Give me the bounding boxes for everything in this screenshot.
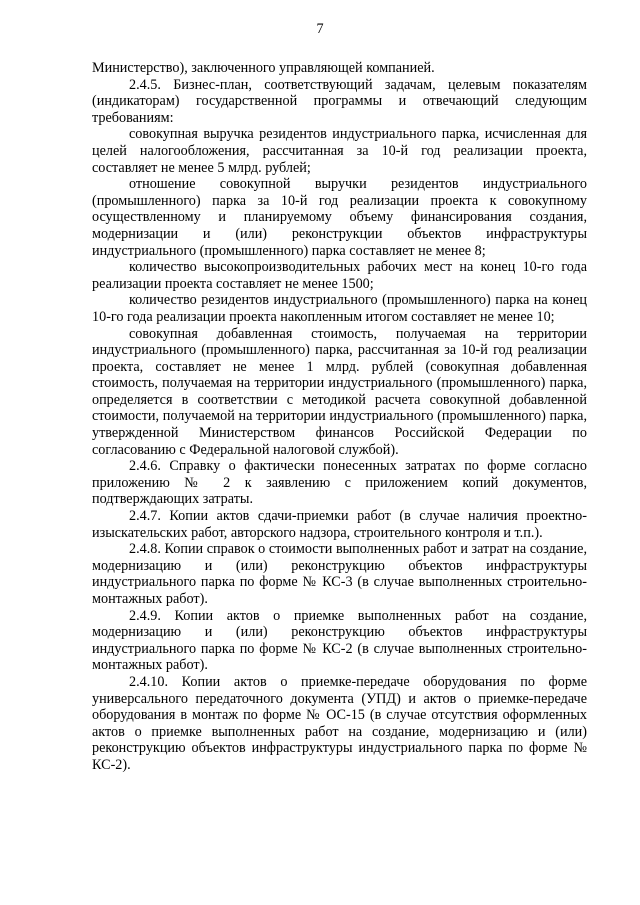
paragraph-2-4-9-ks2-acts: 2.4.9. Копии актов о приемке выполненных работ на создание, модернизацию и (или) реконструкцию объектов инфраструктуры индустриального парка по форме № КС-2 (в случае выполненных строительно-монтажных работ). (92, 607, 587, 674)
paragraph-requirement-revenue-ratio: отношение совокупной выручки резидентов индустриального (промышленного) парка за 10-й год реализации проекта к совокупному осуществленному и планируемому объему финансирования создания, модернизации и (или) реконструкции объектов инфраструктуры индустриального (промышленного) парка составляет не менее 8; (92, 176, 587, 259)
page-number: 7 (316, 21, 324, 37)
paragraph-2-4-5-business-plan: 2.4.5. Бизнес-план, соответствующий задачам, целевым показателям (индикаторам) государственной программы и отвечающий следующим требованиям: (92, 76, 587, 126)
document-body (92, 60, 587, 774)
paragraph-requirement-workplaces: количество высокопроизводительных рабочих мест на конец 10-го года реализации проекта составляет не менее 1500; (92, 259, 587, 292)
paragraph-requirement-residents: количество резидентов индустриального (промышленного) парка на конец 10-го года реализации проекта накопленным итогом составляет не менее 10; (92, 292, 587, 325)
paragraph-2-4-8-ks3-certificates: 2.4.8. Копии справок о стоимости выполненных работ и затрат на создание, модернизацию и (или) реконструкцию объектов инфраструктуры индустриального парка по форме № КС-3 (в случае выполненных строительно-монтажных работ). (92, 541, 587, 607)
paragraph-2-4-6-cost-certificate: 2.4.6. Справку о фактически понесенных затратах по форме согласно приложению № 2 к заявлению с приложением копий документов, подтверждающих затраты. (92, 458, 587, 508)
paragraph-continuation: Министерство), заключенного управляющей компанией. (92, 60, 435, 76)
paragraph-requirement-added-value: совокупная добавленная стоимость, получаемая на территории индустриального (промышленного) парка, рассчитанная за 10-й год реализации проекта, составляет не менее 1 млрд. рублей (совокупная добавленная стоимость, получаемая на территории индустриального (промышленного) парка, определяется в соответствии с методикой расчета совокупной добавленной стоимости, получаемой на территории индустриального (промышленного) парка, утвержденной Министерством финансов Российской Федерации по согласованию с Федеральной налоговой службой). (92, 325, 587, 458)
paragraph-2-4-10-equipment-acts: 2.4.10. Копии актов о приемке-передаче оборудования по форме универсального передаточного документа (УПД) и актов о приемке-передаче оборудования в монтаж по форме № ОС-15 (в случае отсутствия оформленных актов о приемке выполненных работ на создание, модернизацию и (или) реконструкцию объектов инфраструктуры индустриального парка по форме № КС-2). (92, 673, 587, 773)
paragraph-requirement-revenue: совокупная выручка резидентов индустриального парка, исчисленная для целей налогообложения, рассчитанная за 10-й год реализации проекта, составляет не менее 5 млрд. рублей; (92, 126, 587, 176)
paragraph-2-4-7-acceptance-acts: 2.4.7. Копии актов сдачи-приемки работ (в случае наличия проектно-изыскательских работ, авторского надзора, строительного контроля и т.п.). (92, 508, 587, 541)
